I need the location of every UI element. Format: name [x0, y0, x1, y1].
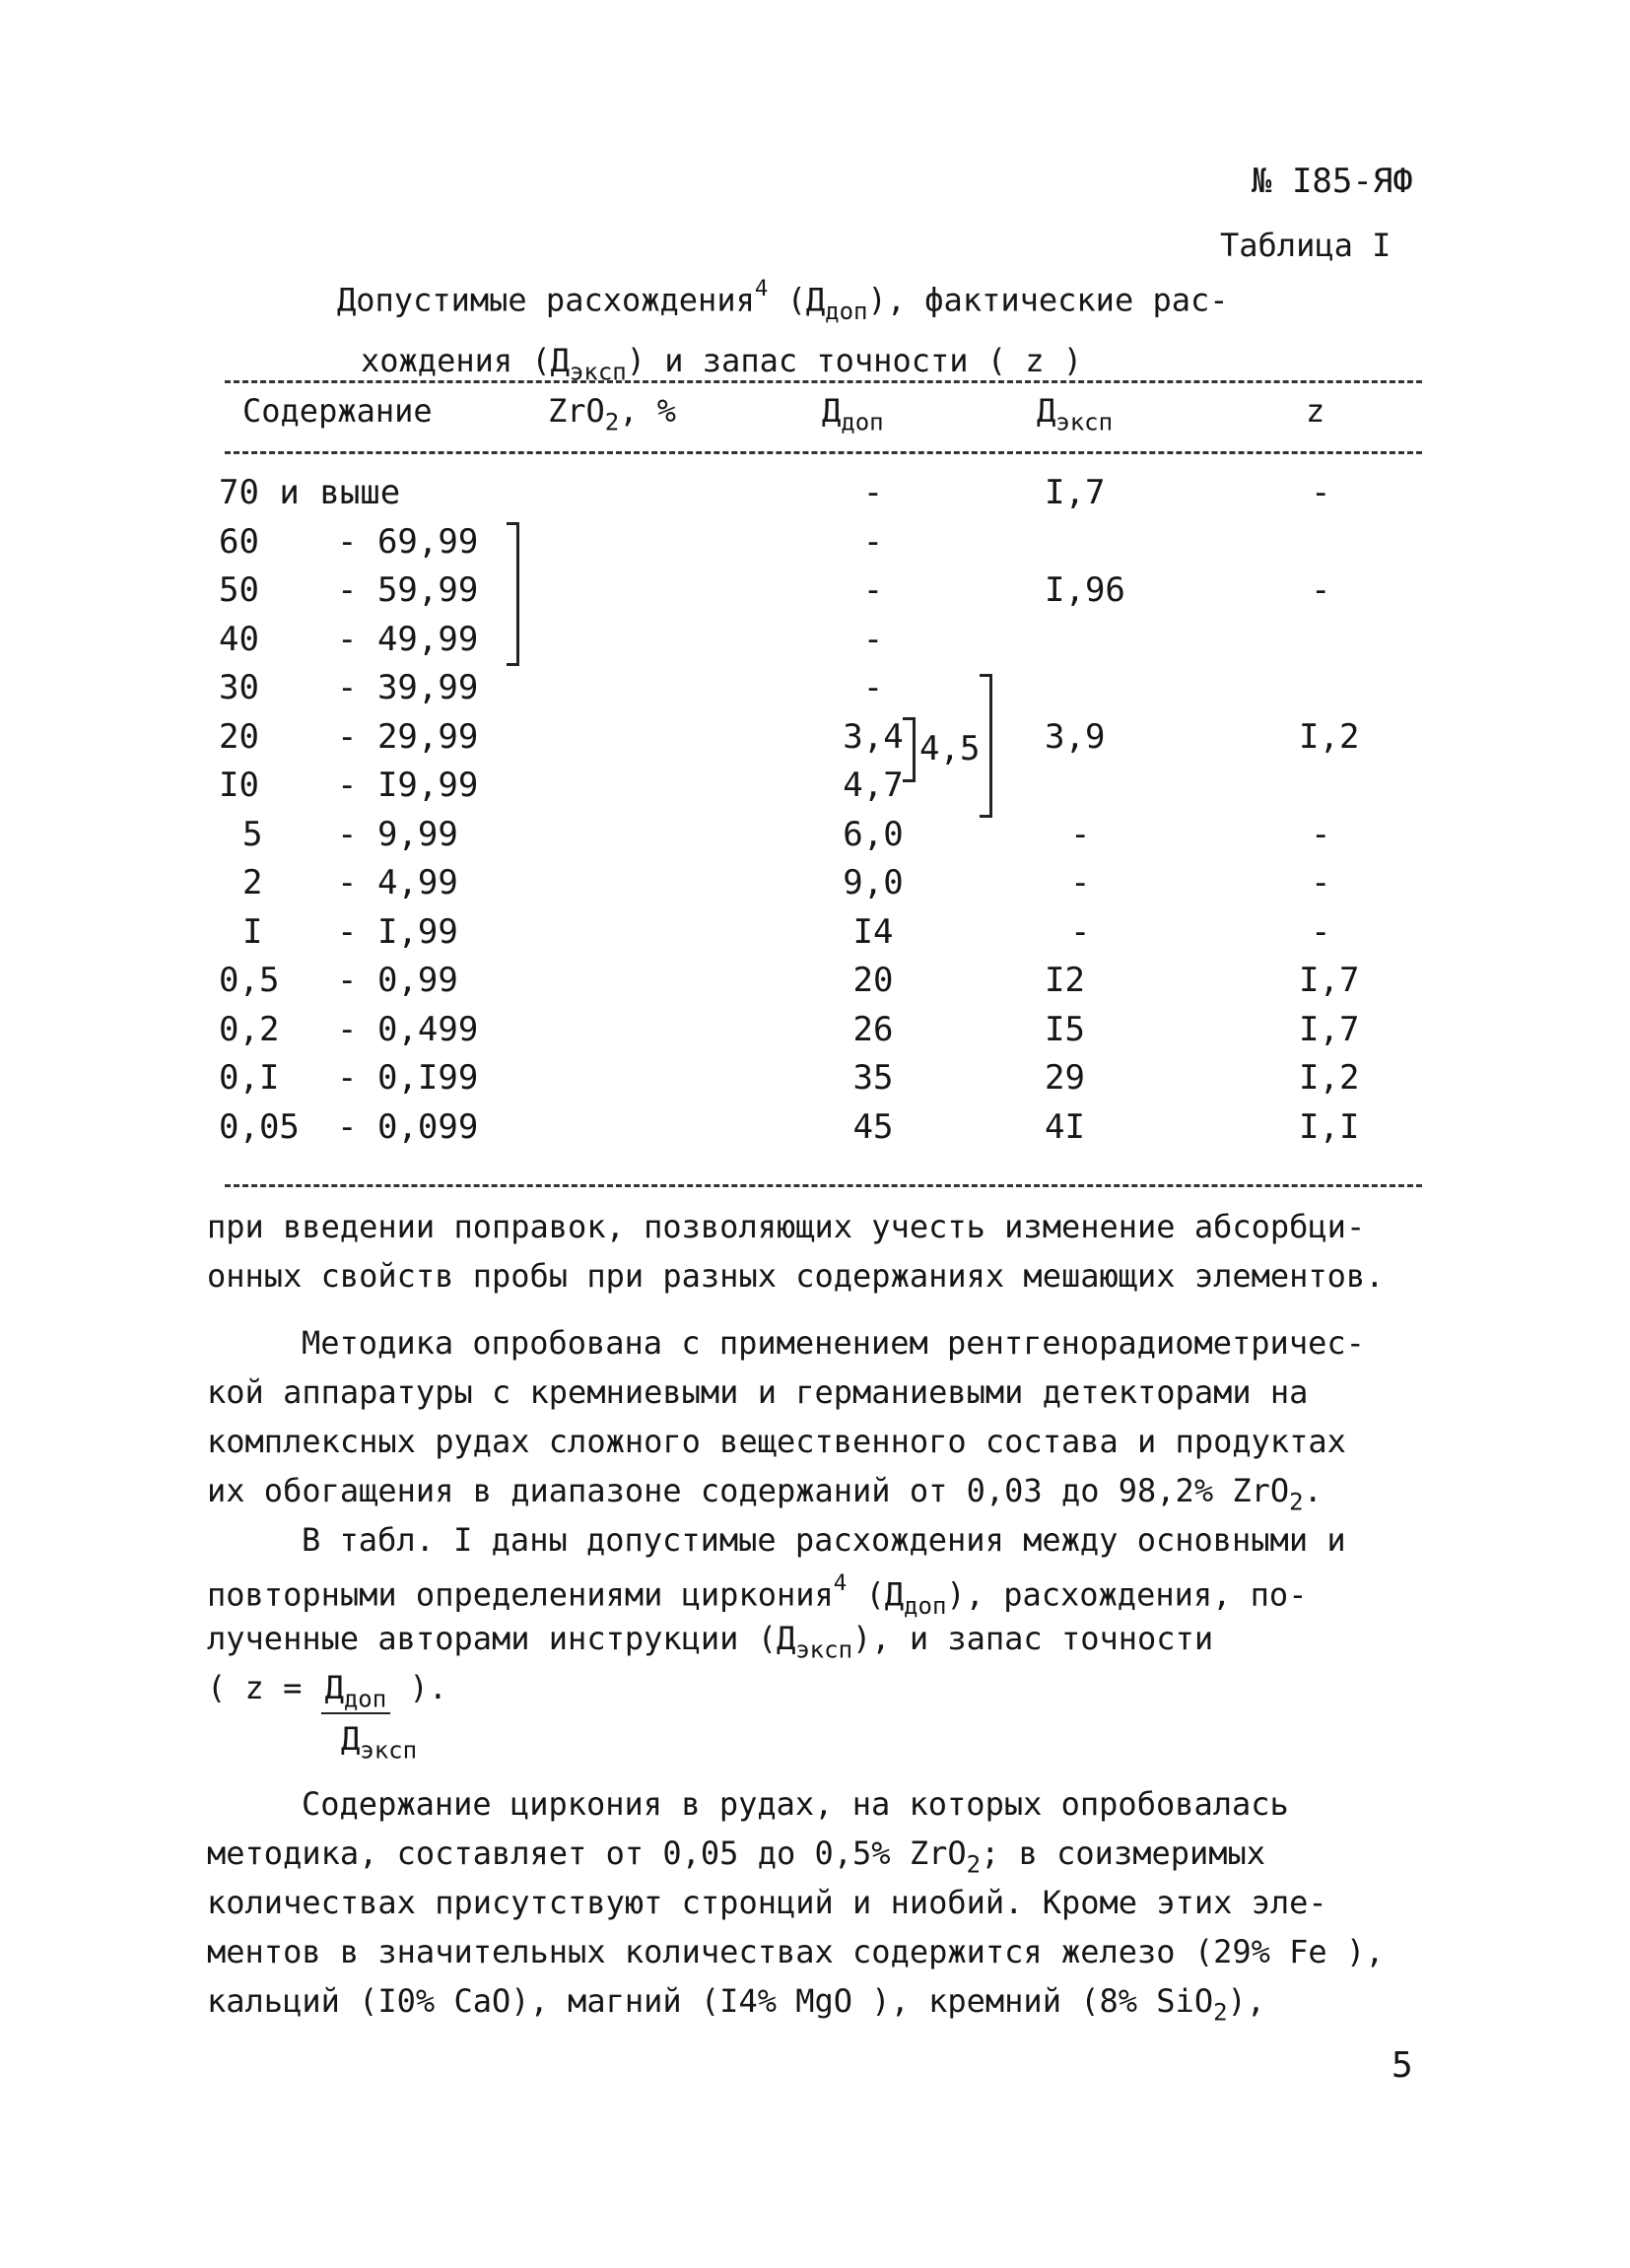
- cell-content-to: - 4,99: [337, 863, 458, 902]
- caption-line-1: Допустимые расхождения$^4$ $(Д_{доп})$, фактические рас-: [337, 276, 1229, 326]
- cell-z: I,I: [1299, 1106, 1360, 1147]
- paragraph-4-line-4: ментов в значительных количествах содержится железо (29% Fe ),: [207, 1933, 1385, 1970]
- table-bottom-rule: [225, 1184, 1422, 1187]
- cell-content-from: 40: [219, 619, 259, 659]
- group-value: 4,5: [919, 729, 981, 768]
- cell-d-dop: 26: [852, 1009, 894, 1049]
- cell-z: -: [1311, 814, 1331, 854]
- cell-d-eksp: 4I: [1045, 1106, 1085, 1147]
- paragraph-2-line-1: Методика опробована с применением рентгенорадиометричес-: [302, 1324, 1365, 1362]
- cell-content-to: - 0,99: [337, 961, 458, 1000]
- cell-d-dop: -: [862, 619, 884, 659]
- paragraph-2-line-4: их обогащения в диапазоне содержаний от 0,03 до 98,2% ZrO$_2$.: [207, 1472, 1323, 1516]
- header-d-eksp: $Д_{эксп}$: [1037, 392, 1114, 436]
- cell-content-to: - 0,099: [337, 1106, 479, 1147]
- cell-d-dop: -: [862, 668, 884, 707]
- header-d-dop: $Д_{доп}$: [822, 392, 884, 436]
- cell-z: -: [1311, 911, 1331, 952]
- cell-content-to: - 9,99: [337, 814, 458, 854]
- accuracy-formula: ( $z = Д_{доп}$ ).: [207, 1669, 448, 1713]
- cell-d-dop: 35: [852, 1058, 894, 1098]
- formula-numerator: $Д_{доп}$: [321, 1669, 391, 1714]
- paragraph-1-line-1: при введении поправок, позволяющих учесть изменение абсорбци-: [207, 1208, 1366, 1245]
- cell-z: I,7: [1299, 961, 1360, 1000]
- caption-line-2: хождения $(Д_{эксп})$ и запас точности ( z ): [361, 342, 1083, 386]
- paragraph-1-line-2: онных свойств пробы при разных содержаниях мешающих элементов.: [207, 1257, 1385, 1295]
- cell-content-from: I: [242, 911, 263, 952]
- cell-d-eksp: I2: [1045, 961, 1085, 1000]
- cell-content-from: 0,2: [219, 1009, 280, 1049]
- cell-d-dop: 9,0: [843, 863, 904, 902]
- page-number: 5: [1392, 2045, 1413, 2086]
- cell-content-from: 20: [219, 716, 259, 757]
- cell-d-dop: I4: [852, 911, 894, 952]
- cell-content-to: - 49,99: [337, 619, 479, 659]
- paragraph-4-line-2: методика, составляет от 0,05 до 0,5% ZrO$_2$; в соизмеримых: [207, 1834, 1266, 1879]
- cell-content-to: - I,99: [337, 911, 458, 952]
- header-content: Содержание: [242, 392, 433, 430]
- cell-content-to: - I9,99: [337, 766, 479, 805]
- cell-content-to: - 59,99: [337, 570, 479, 610]
- cell-content-to: - 29,99: [337, 716, 479, 757]
- cell-content-from: 30: [219, 668, 259, 707]
- cell-z: -: [1311, 473, 1331, 512]
- cell-d-eksp: -: [1070, 911, 1091, 952]
- paragraph-2-line-2: кой аппаратуры с кремниевыми и германиевыми детекторами на: [207, 1373, 1309, 1411]
- cell-d-dop: -: [862, 473, 884, 512]
- range-group-brace: [507, 522, 519, 666]
- paragraph-4-line-3: количествах присутствуют стронций и ниобий. Кроме этих эле-: [207, 1884, 1327, 1921]
- cell-d-dop: -: [862, 570, 884, 610]
- cell-d-dop: 45: [852, 1106, 894, 1147]
- cell-content-from: 0,I: [219, 1058, 280, 1098]
- cell-content-to: - 69,99: [337, 521, 479, 562]
- cell-d-dop: 6,0: [843, 814, 904, 854]
- cell-z: I,2: [1299, 1058, 1360, 1098]
- header-z: z: [1306, 392, 1325, 430]
- cell-d-eksp: I5: [1045, 1009, 1085, 1049]
- cell-d-eksp: I,96: [1045, 570, 1125, 610]
- cell-content-to: - 0,I99: [337, 1058, 479, 1098]
- table-top-rule: [225, 380, 1422, 383]
- cell-z: -: [1311, 570, 1331, 610]
- cell-content-from: 0,5: [219, 961, 280, 1000]
- paragraph-4-line-1: Содержание циркония в рудах, на которых опробовалась: [302, 1785, 1289, 1823]
- cell-d-eksp: -: [1070, 814, 1091, 854]
- cell-d-eksp: I,7: [1045, 473, 1106, 512]
- header-zro2: ZrO$_2$, %: [548, 392, 677, 436]
- cell-z: I,7: [1299, 1009, 1360, 1049]
- paragraph-4-line-5: кальций (I0% CaO), магний (I4% MgO ), кремний (8% SiO$_2$),: [207, 1982, 1266, 2027]
- cell-d-eksp: 29: [1045, 1058, 1085, 1098]
- outer-group-brace: [980, 674, 992, 818]
- paragraph-2-line-3: комплексных рудах сложного вещественного состава и продуктах: [207, 1423, 1346, 1460]
- cell-d-dop: -: [862, 521, 884, 562]
- table-header-rule: [225, 451, 1422, 454]
- cell-content-from: 0,05: [219, 1106, 300, 1147]
- cell-d-eksp: -: [1070, 863, 1091, 902]
- cell-d-dop: 4,7: [843, 766, 904, 805]
- paragraph-3-line-3: лученные авторами инструкции $(Д_{эксп})$, и запас точности: [207, 1620, 1214, 1664]
- cell-d-dop: 3,4: [843, 716, 904, 757]
- cell-z: I,2: [1299, 716, 1360, 757]
- document-number: № I85-ЯФ: [1252, 162, 1413, 201]
- cell-d-eksp: 3,9: [1045, 716, 1106, 757]
- value-group-brace: [903, 717, 916, 782]
- cell-content-from: 5: [242, 814, 263, 854]
- cell-content-to: - 39,99: [337, 668, 479, 707]
- formula-denominator: $Д_{эксп}$: [341, 1720, 418, 1765]
- cell-content-to: - 0,499: [337, 1009, 479, 1049]
- cell-content-from: 50: [219, 570, 259, 610]
- table-caption: [337, 264, 1229, 396]
- cell-content-from: 60: [219, 521, 259, 562]
- table-label: Таблица I: [1220, 227, 1392, 264]
- paragraph-3-line-1: В табл. I даны допустимые расхождения между основными и: [302, 1521, 1346, 1559]
- cell-d-dop: 20: [852, 961, 894, 1000]
- paragraph-3-line-2: повторными определениями циркония$^4$ $(Д_{доп})$, расхождения, по-: [207, 1570, 1308, 1621]
- cell-content-from: 70 и выше: [219, 473, 401, 512]
- cell-content-from: 2: [242, 863, 263, 902]
- cell-z: -: [1311, 863, 1331, 902]
- cell-content-from: I0: [219, 766, 259, 805]
